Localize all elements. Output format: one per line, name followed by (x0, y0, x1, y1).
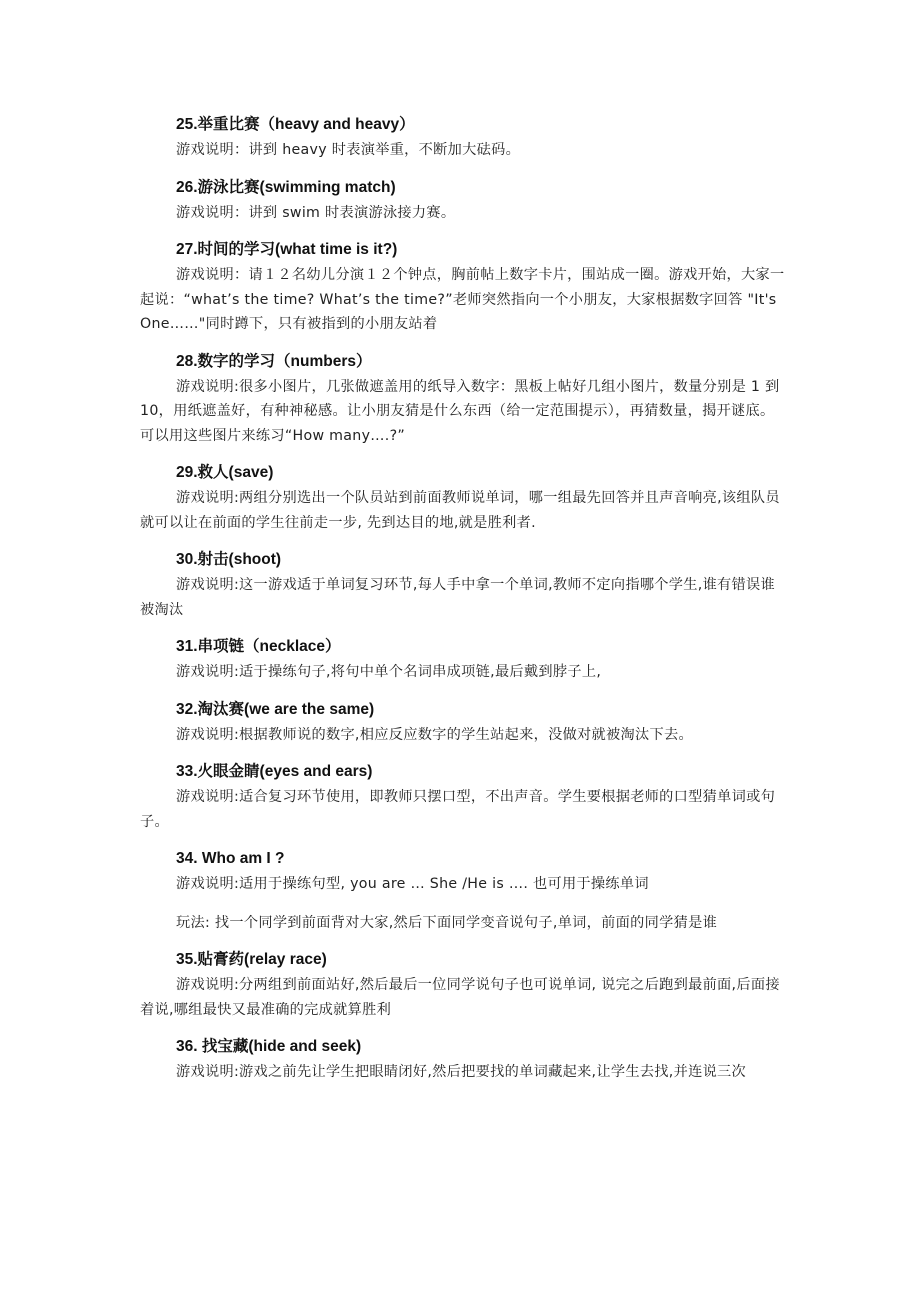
section-heading: 32.淘汰赛(we are the same) (176, 700, 375, 718)
game-34 (140, 846, 788, 935)
document-page (140, 112, 788, 1097)
game-36 (140, 1034, 788, 1085)
section-heading: 36. 找宝藏(hide and seek) (176, 1038, 362, 1055)
section-description: 游戏说明:适用于操练句型, you are … She /He is …. 也可用于操练单词 (176, 876, 649, 892)
section-description: 游戏说明:根据教师说的数字,相应反应数字的学生站起来，没做对就被淘汰下去。 (176, 726, 693, 743)
section-heading: 27.时间的学习(what time is it?) (176, 241, 398, 258)
section-gameplay: 玩法: 找一个同学到前面背对大家,然后下面同学变音说句子,单词，前面的同学猜是谁 (176, 914, 718, 931)
game-30 (140, 547, 788, 622)
game-25 (140, 112, 788, 163)
section-description: 游戏说明：请１２名幼儿分演１２个钟点，胸前帖上数字卡片，围站成一圈。游戏开始，大家一起说：“what’s the time? What’s the time?”老师突然指向一个小朋友，大家根据数字回答 "It's One……"同时蹲下，只有被指到的小朋友站着 (140, 267, 785, 332)
section-heading: 34. Who am I ? (176, 850, 285, 867)
section-description: 游戏说明:游戏之前先让学生把眼睛闭好,然后把要找的单词藏起来,让学生去找,并连说三次 (176, 1064, 747, 1080)
section-heading: 26.游泳比赛(swimming match) (176, 178, 396, 196)
section-heading: 30.射击(shoot) (176, 551, 282, 568)
game-32 (140, 697, 788, 748)
section-description: 游戏说明:两组分别选出一个队员站到前面教师说单词，哪一组最先回答并且声音响亮,该组队员就可以让在前面的学生往前走一步, 先到达目的地,就是胜利者. (140, 490, 780, 531)
section-description: 游戏说明:适于操练句子,将句中单个名词串成项链,最后戴到脖子上, (176, 664, 602, 680)
section-description: 游戏说明：讲到 swim 时表演游泳接力赛。 (176, 204, 456, 221)
section-heading: 33.火眼金睛(eyes and ears) (176, 763, 373, 780)
section-heading: 29.救人(save) (176, 464, 274, 481)
section-description: 游戏说明:适合复习环节使用，即教师只摆口型，不出声音。学生要根据老师的口型猜单词或句子。 (140, 789, 776, 830)
section-heading: 28.数字的学习（numbers） (176, 352, 372, 370)
game-26 (140, 175, 788, 226)
section-heading: 35.贴膏药(relay race) (176, 951, 327, 968)
section-description: 游戏说明:分两组到前面站好,然后最后一位同学说句子也可说单词, 说完之后跑到最前面,后面接着说,哪组最快又最准确的完成就算胜利 (140, 977, 780, 1018)
game-27 (140, 237, 788, 337)
game-33 (140, 759, 788, 834)
game-28 (140, 349, 788, 449)
section-description: 游戏说明：讲到 heavy 时表演举重，不断加大砝码。 (176, 142, 521, 158)
game-35 (140, 947, 788, 1022)
section-heading: 31.串项链（necklace） (176, 638, 341, 655)
section-description: 游戏说明:很多小图片，几张做遮盖用的纸导入数字：黑板上帖好几组小图片，数量分别是 1 到 10，用纸遮盖好，有种神秘感。让小朋友猜是什么东西（给一定范围提示），再猜数量，揭开谜底。可以用这些图片来练习“How many….?” (140, 378, 780, 444)
game-29 (140, 460, 788, 535)
game-31 (140, 634, 788, 685)
section-heading: 25.举重比赛（heavy and heavy） (176, 116, 415, 133)
section-description: 游戏说明:这一游戏适于单词复习环节,每人手中拿一个单词,教师不定向指哪个学生,谁有错误谁被淘汰 (140, 577, 776, 618)
